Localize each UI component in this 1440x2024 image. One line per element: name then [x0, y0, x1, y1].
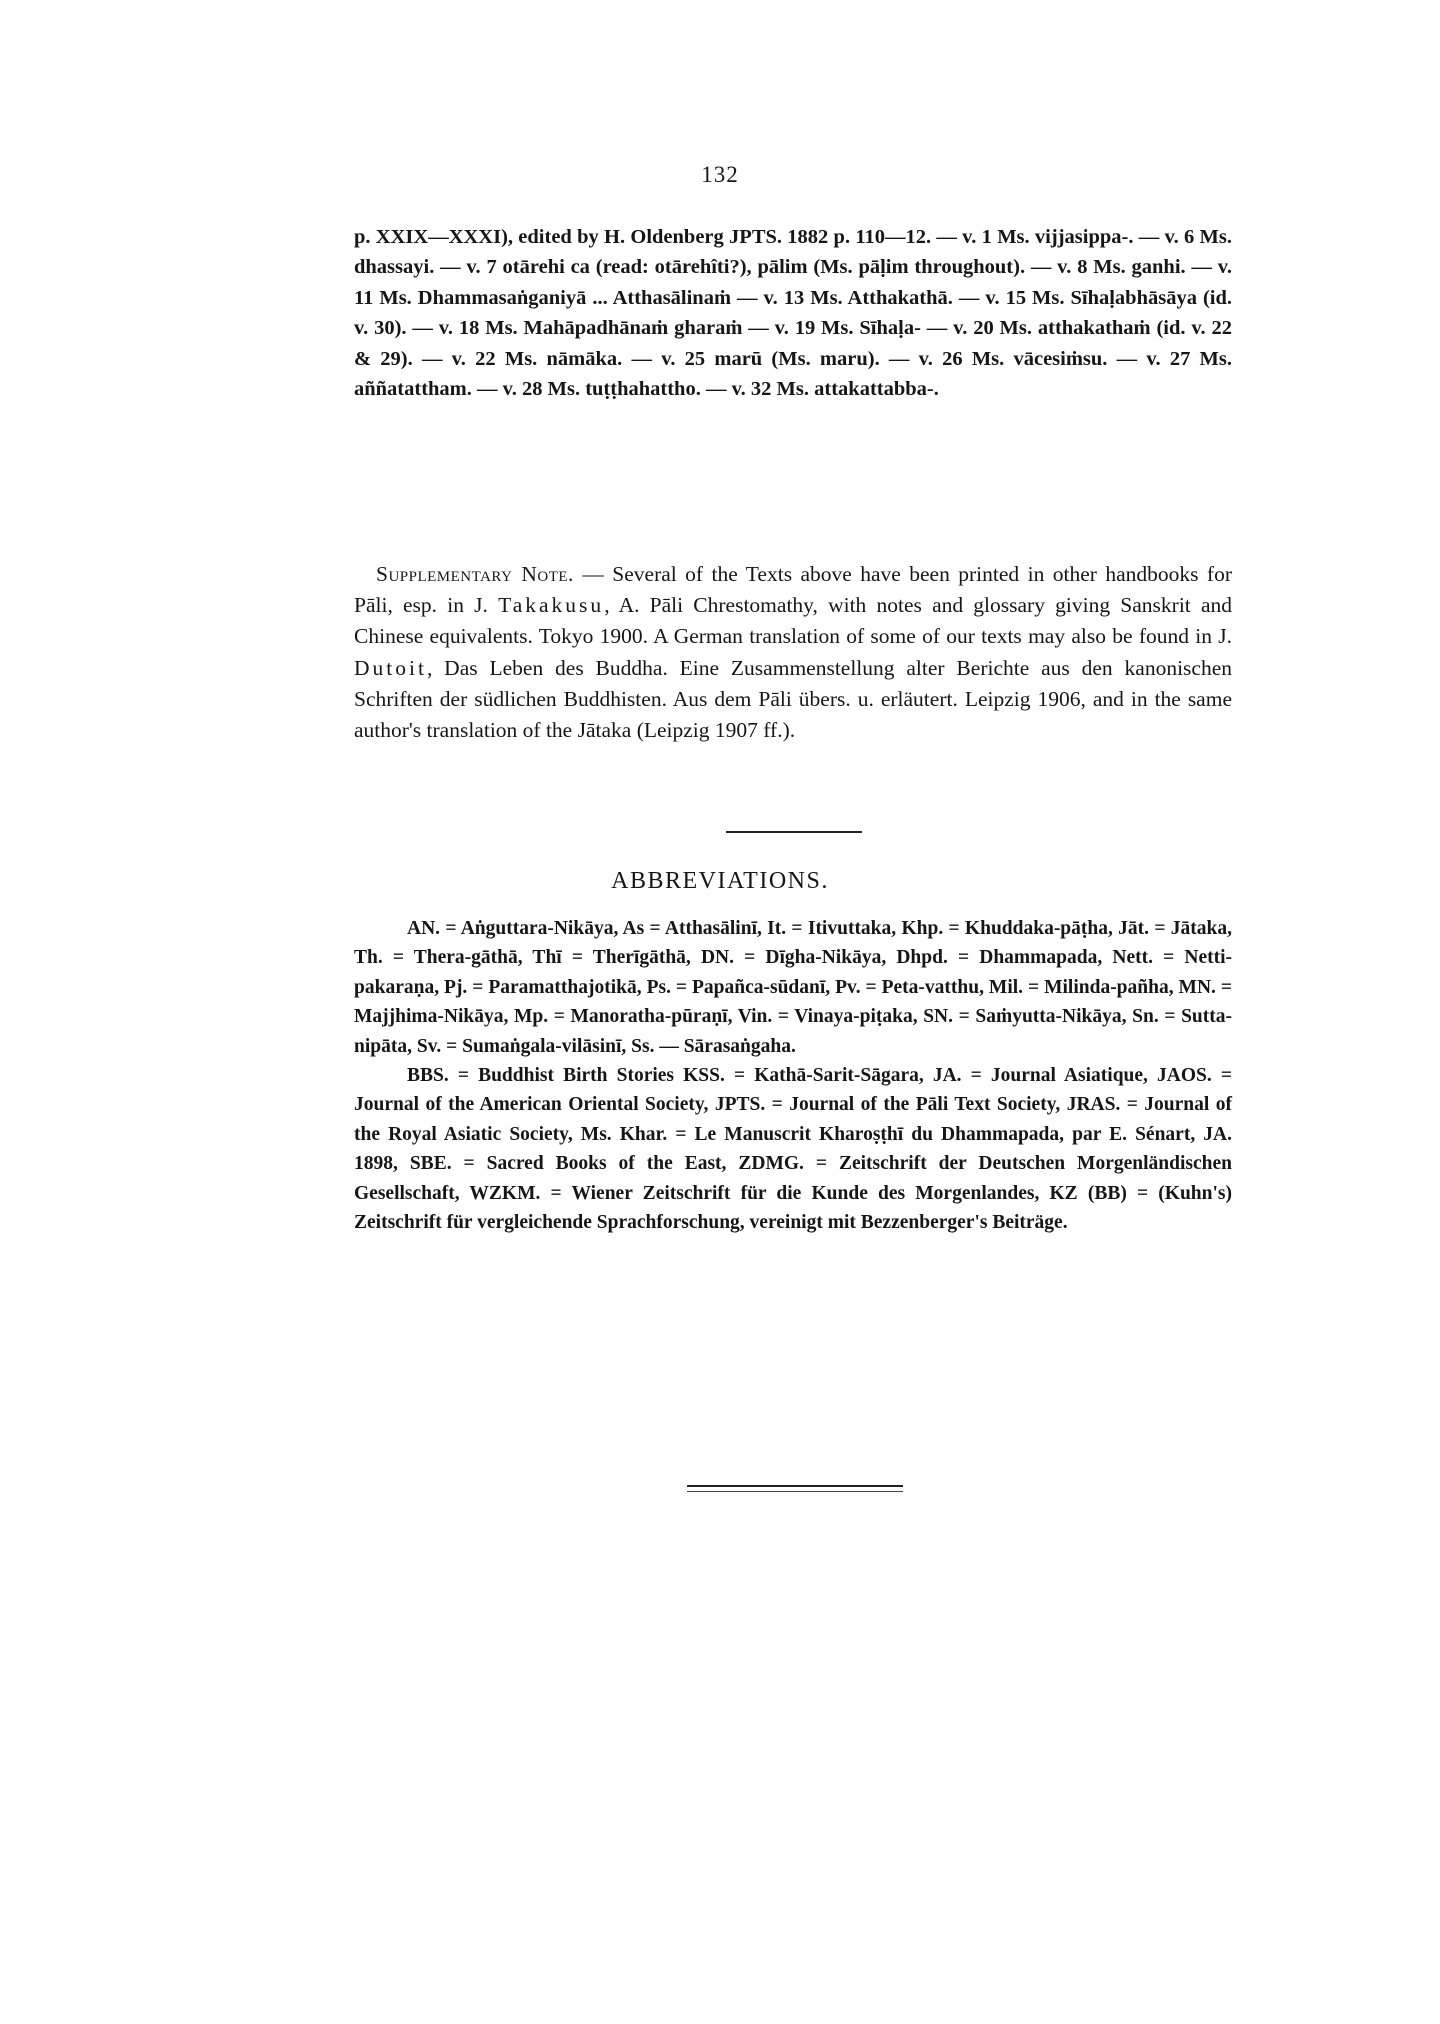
supplementary-note-heading: Supplementary Note.	[376, 562, 574, 586]
abbreviations-paragraph: AN. = Aṅguttara-Nikāya, As = Atthasālinī, It. = Itivuttaka, Khp. = Khuddaka-pāṭha, Jāt. = Jātaka, Th. = Thera-gāthā, Thī = Therīgāthā, DN. = Dīgha-Nikāya, Dhpd. = Dhammapada, Nett. = Netti-pakaraṇa, Pj. = Paramatthajotikā, Ps. = Papañca-sūdanī, Pv. = Peta-vatthu, Mil. = Milinda-pañha, MN. = Majjhima-Nikāya, Mp. = Manoratha-pūraṇī, Vin. = Vinaya-piṭaka, SN. = Saṁyutta-Nikāya, Sn. = Sutta-nipāta, Sv. = Sumaṅgala-vilāsinī, Ss. — Sārasaṅgaha.	[354, 918, 1232, 1057]
page-number: 132	[701, 162, 739, 187]
supplementary-text: — Several of the Texts above have been printed in other handbooks for Pāli, esp. in J.	[354, 562, 1232, 618]
section-divider	[726, 831, 862, 833]
supplementary-note	[354, 559, 1232, 746]
abbreviations-list	[354, 914, 1232, 1237]
abbreviations-paragraph: BBS. = Buddhist Birth Stories KSS. = Kathā-Sarit-Sāgara, JA. = Journal Asiatique, JAOS. = Journal of the American Oriental Society, JPTS. = Journal of the Pāli Text Society, JRAS. = Journal of the Royal Asiatic Society, Ms. Khar. = Le Manuscrit Kharoṣṭhī du Dhammapada, par E. Sénart, JA. 1898, SBE. = Sacred Books of the East, ZDMG. = Zeitschrift der Deutschen Morgenländischen Gesellschaft, WZKM. = Wiener Zeitschrift für die Kunde des Morgenlandes, KZ (BB) = (Kuhn's) Zeitschrift für vergleichende Sprachforschung, vereinigt mit Bezzenberger's Beiträge.	[354, 1065, 1232, 1234]
end-rule	[687, 1485, 903, 1487]
textual-notes: p. XXIX—XXXI), edited by H. Oldenberg JPTS. 1882 p. 110—12. — v. 1 Ms. vijjasippa-. — v. 6 Ms. dhassayi. — v. 7 otārehi ca (read: otārehîti?), pālim (Ms. pāḷim throughout). — v. 8 Ms. ganhi. — v. 11 Ms. Dhammasaṅganiyā ... Atthasālinaṁ — v. 13 Ms. Atthakathā. — v. 15 Ms. Sīhaḷabhāsāya (id. v. 30). — v. 18 Ms. Mahāpadhānaṁ gharaṁ — v. 19 Ms. Sīhaḷa- — v. 20 Ms. atthakathaṁ (id. v. 22 & 29). — v. 22 Ms. nāmāka. — v. 25 marū (Ms. maru). — v. 26 Ms. vācesiṁsu. — v. 27 Ms. aññatattham. — v. 28 Ms. tuṭṭhahattho. — v. 32 Ms. attakattabba-.	[354, 226, 1232, 401]
abbreviations-heading: ABBREVIATIONS.	[611, 868, 829, 894]
supplementary-text: , A. Pāli Chrestomathy, with notes and glossary giving Sanskrit and Chinese equivalents. Tokyo 1900. A German translation of some of our texts may also be found in J.	[354, 593, 1232, 649]
end-rule	[687, 1491, 903, 1492]
supplementary-text: , Das Leben des Buddha. Eine Zusammenstellung alter Berichte aus den kanonischen Schriften der südlichen Buddhisten. Aus dem Pāli übers. u. erläutert. Leipzig 1906, and in the same author's translation of the Jātaka (Leipzig 1907 ff.).	[354, 655, 1232, 743]
author-name: Takakusu	[498, 593, 605, 618]
author-name: Dutoit	[354, 655, 427, 680]
